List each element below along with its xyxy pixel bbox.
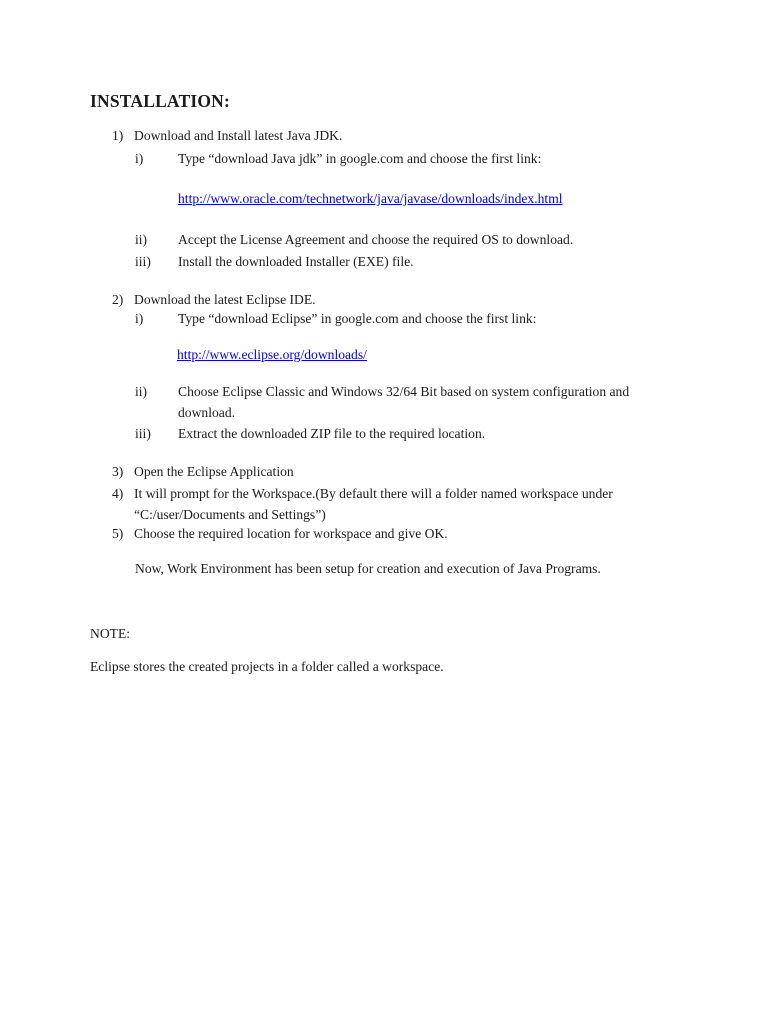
step-text: Open the Eclipse Application <box>134 464 294 479</box>
substep-number: ii) <box>135 384 148 399</box>
step-item-4 <box>112 483 684 525</box>
step-number: 3) <box>112 464 124 479</box>
step-text: Choose the required location for workspace and give OK. <box>134 526 448 541</box>
substep-item-1iii <box>135 251 738 272</box>
step-item-1 <box>112 125 694 146</box>
substep-number: ii) <box>135 232 148 247</box>
step-number: 1) <box>112 128 124 143</box>
note-body: Eclipse stores the created projects in a folder called a workspace. <box>90 659 444 674</box>
substep-item-1i <box>135 148 738 169</box>
substep-number: iii) <box>135 254 151 269</box>
substep-text: Extract the downloaded ZIP file to the required location. <box>178 426 486 441</box>
step-number: 5) <box>112 526 124 541</box>
substep-number: iii) <box>135 426 151 441</box>
step-number: 4) <box>112 486 124 501</box>
substep-item-1ii <box>135 229 738 250</box>
step-item-5 <box>112 523 694 544</box>
substep-text: Install the downloaded Installer (EXE) file. <box>178 254 414 269</box>
step-number: 2) <box>112 292 124 307</box>
step-item-2 <box>112 289 694 310</box>
step-text: It will prompt for the Workspace.(By default there will a folder named workspace under “C:/user/Documents and Settings”) <box>134 486 613 522</box>
closing-paragraph: Now, Work Environment has been setup for creation and execution of Java Programs. <box>135 561 601 576</box>
step-text: Download the latest Eclipse IDE. <box>134 292 316 307</box>
step-item-3 <box>112 461 694 482</box>
jdk-link-row <box>178 188 563 209</box>
substep-number: i) <box>135 311 144 326</box>
substep-text: Choose Eclipse Classic and Windows 32/64 Bit based on system configuration and download. <box>178 384 630 420</box>
eclipse-link-row <box>177 344 367 365</box>
step-text: Download and Install latest Java JDK. <box>134 128 343 143</box>
substep-number: i) <box>135 151 144 166</box>
substep-text: Accept the License Agreement and choose the required OS to download. <box>178 232 574 247</box>
substep-text: Type “download Eclipse” in google.com and choose the first link: <box>178 311 537 326</box>
substep-item-2iii <box>135 423 738 444</box>
substep-item-2i <box>135 308 738 329</box>
eclipse-download-link[interactable]: http://www.eclipse.org/downloads/ <box>177 347 367 362</box>
substep-item-2ii <box>135 381 658 423</box>
substep-text: Type “download Java jdk” in google.com and choose the first link: <box>178 151 542 166</box>
installation-heading: INSTALLATION: <box>90 91 231 111</box>
note-heading: NOTE: <box>90 626 131 641</box>
oracle-jdk-download-link[interactable]: http://www.oracle.com/technetwork/java/javase/downloads/index.html <box>178 191 563 206</box>
